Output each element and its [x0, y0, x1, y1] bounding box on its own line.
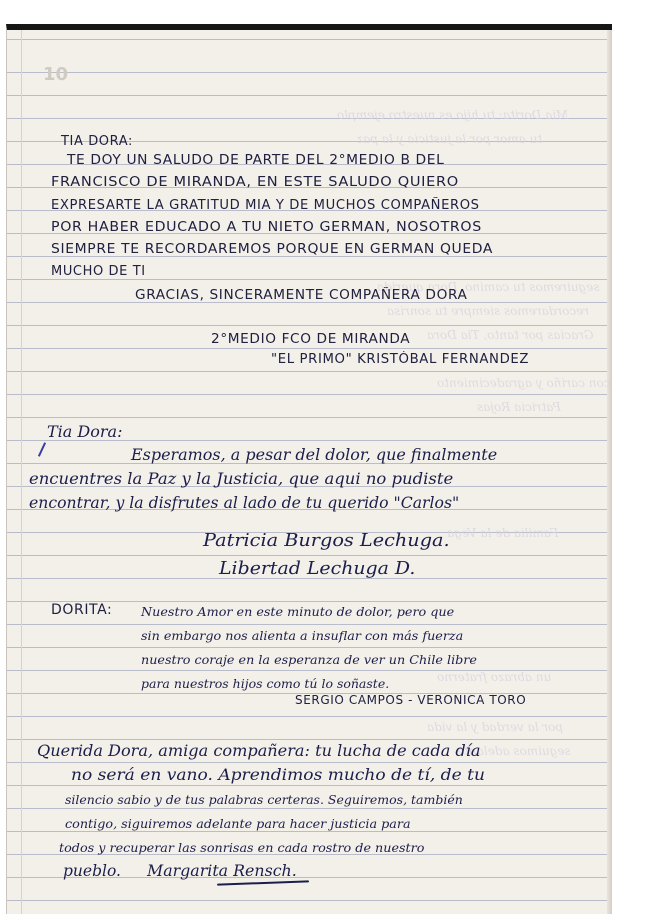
entry1-line: SIEMPRE TE RECORDAREMOS PORQUE EN GERMAN QUEDA	[51, 242, 494, 257]
entry4-line: silencio sabio y de tus palabras certeras. Seguiremos, también	[65, 792, 463, 807]
entry1-line: FRANCISCO DE MIRANDA, EN ESTE SALUDO QUIERO	[51, 175, 459, 190]
entry1-greeting: TIA DORA:	[61, 134, 133, 149]
bleed-through-line: por la verdad y la vida	[427, 720, 564, 734]
page-number: 10	[43, 64, 69, 85]
entry3-line: para nuestros hijos como tú lo soñaste.	[141, 676, 390, 691]
entry1-signature: "EL PRIMO" KRISTÓBAL FERNANDEZ	[271, 352, 530, 367]
entry1-line: EXPRESARTE LA GRATITUD MIA Y DE MUCHOS COMPAÑEROS	[51, 198, 480, 213]
entry1-line: POR HABER EDUCADO A TU NIETO GERMAN, NOSOTROS	[51, 220, 482, 235]
entry3-line: Nuestro Amor en este minuto de dolor, pero que	[141, 604, 455, 619]
bleed-through-line: seguiremos tu camino, Dora querida	[377, 280, 600, 294]
entry4-line: todos y recuperar las sonrisas en cada rostro de nuestro	[59, 840, 425, 855]
bleed-through-line: Gracias por tanto, Tia Dora	[427, 328, 594, 342]
entry4-line: contigo, siguiremos adelante para hacer justicia para	[65, 816, 411, 831]
bleed-through-line: recordaremos siempre tu sonrisa	[387, 304, 589, 318]
entry1-line: TE DOY UN SALUDO DE PARTE DEL 2°MEDIO B DEL	[67, 153, 445, 168]
scan-background	[0, 0, 649, 24]
entry4-line: Querida Dora, amiga compañera: tu lucha de cada día	[37, 742, 481, 760]
bleed-through-line: con cariño y agradecimiento	[437, 376, 611, 390]
bleed-through-line: Mia Dorita: tu hijo es nuestro ejemplo	[337, 108, 569, 122]
bleed-through-line: un abrazo fraterno	[437, 670, 552, 684]
entry2-line: encontrar, y la disfrutes al lado de tu querido "Carlos"	[29, 494, 460, 512]
entry3-signature: SERGIO CAMPOS - VERONICA TORO	[295, 693, 527, 707]
bleed-through-line: tu amor por la justicia y la paz	[357, 132, 543, 146]
entry2-greeting: Tia Dora:	[47, 422, 123, 441]
bleed-through-line: Patricia Rojas	[477, 400, 561, 414]
entry1-closing: GRACIAS, SINCERAMENTE COMPAÑERA DORA	[135, 288, 468, 303]
signature-underline	[217, 880, 309, 885]
entry4-line: pueblo.	[63, 862, 121, 880]
bleed-through-line: Familia de la Vega	[447, 526, 559, 540]
entry1-class: 2°MEDIO FCO DE MIRANDA	[211, 332, 411, 347]
entry3-line: nuestro coraje en la esperanza de ver un Chile libre	[141, 652, 477, 667]
entry2-signature: Patricia Burgos Lechuga.	[203, 530, 450, 551]
entry1-line: MUCHO DE TI	[51, 264, 146, 279]
entry4-signature: Margarita Rensch.	[147, 862, 297, 880]
notebook-page	[6, 24, 612, 914]
page-edge	[607, 30, 612, 914]
margin-mark	[38, 442, 46, 456]
entry3-greeting: DORITA:	[51, 602, 113, 618]
page-fold	[21, 30, 22, 914]
bleed-through-line: seguimos adelante	[457, 744, 571, 758]
entry3-line: sin embargo nos alienta a insuflar con más fuerza	[141, 628, 464, 643]
entry2-signature: Libertad Lechuga D.	[219, 558, 416, 579]
entry4-line: no será en vano. Aprendimos mucho de tí, de tu	[71, 766, 485, 784]
entry2-line: Esperamos, a pesar del dolor, que finalmente	[131, 446, 498, 464]
entry2-line: encuentres la Paz y la Justicia, que aqui no pudiste	[29, 470, 454, 488]
